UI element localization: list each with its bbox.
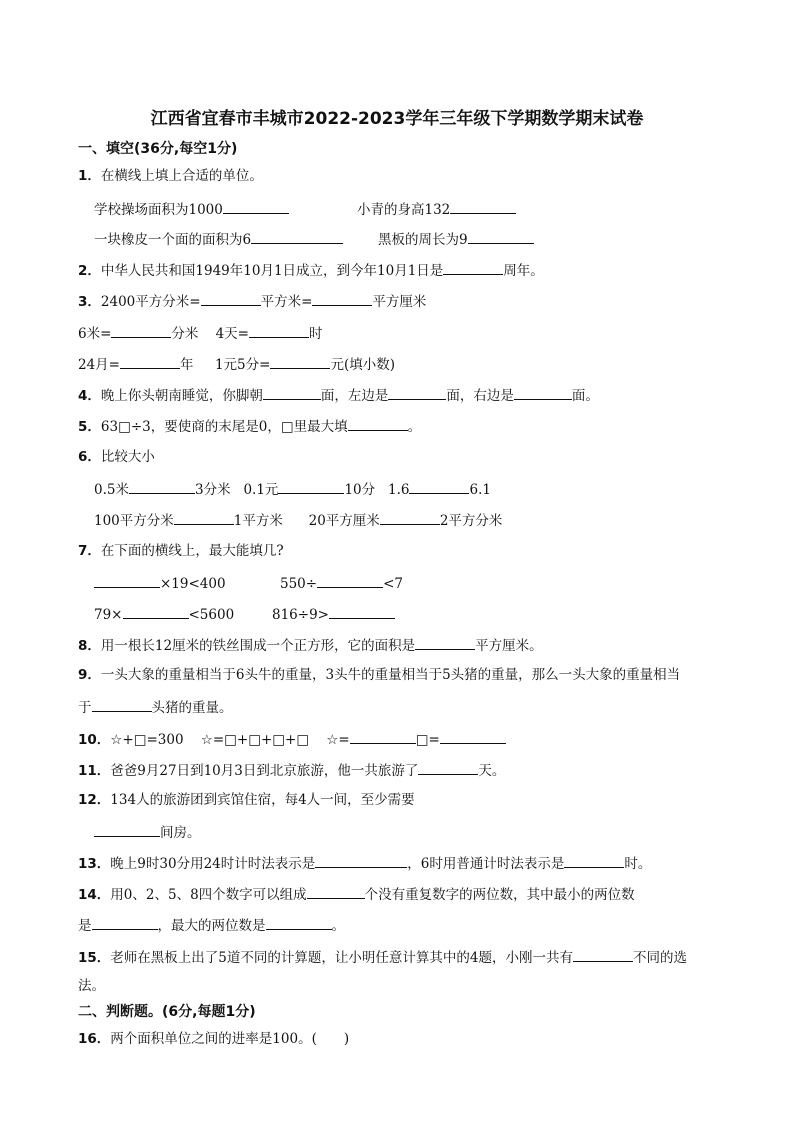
section-true-false-heading: 二、判断题。(6分,每题1分) bbox=[78, 1004, 256, 1020]
answer-blank[interactable] bbox=[315, 852, 407, 868]
q9-line-2: 于 头猪的重量。 bbox=[78, 696, 233, 718]
answer-blank[interactable] bbox=[573, 946, 633, 962]
q12-line-2: 间房。 bbox=[94, 821, 201, 843]
answer-blank[interactable] bbox=[94, 821, 160, 837]
q3-line-b: 6米= 分米 4天= 时 bbox=[78, 322, 322, 344]
question-15: 15．老师在黑板上出了5道不同的计算题，让小明任意计算其中的4题，小刚一共有 不同的选 bbox=[78, 946, 687, 968]
question-number: 1． bbox=[78, 168, 101, 184]
answer-blank[interactable] bbox=[468, 228, 534, 244]
answer-blank[interactable] bbox=[120, 353, 180, 369]
question-11: 11．爸爸9月27日到10月3日到北京旅游，他一共旅游了 天。 bbox=[78, 759, 505, 781]
answer-blank[interactable] bbox=[307, 883, 365, 899]
question-7: 7．在下面的横线上，最大能填几? bbox=[78, 543, 284, 559]
question-13: 13．晚上9时30分用24时计时法表示是 ，6时用普通计时法表示是 时。 bbox=[78, 852, 651, 874]
q3-line-c: 24月= 年 1元5分= 元(填小数) bbox=[78, 353, 395, 375]
q1-line-a: 学校操场面积为1000 bbox=[94, 198, 289, 220]
answer-blank[interactable] bbox=[263, 384, 321, 400]
answer-blank[interactable] bbox=[278, 478, 344, 494]
answer-blank[interactable] bbox=[350, 728, 416, 744]
answer-blank[interactable] bbox=[249, 322, 309, 338]
answer-blank[interactable] bbox=[223, 198, 289, 214]
q15-line-2: 法。 bbox=[78, 978, 105, 994]
answer-blank[interactable] bbox=[129, 478, 195, 494]
q7-line-b2: 816÷9> bbox=[272, 603, 395, 625]
question-12: 12．134人的旅游团到宾馆住宿，每4人一间，至少需要 bbox=[78, 792, 415, 808]
answer-blank[interactable] bbox=[418, 759, 478, 775]
question-14: 14．用0、2、5、8四个数字可以组成 个没有重复数字的两位数，其中最小的两位数 bbox=[78, 883, 635, 905]
answer-blank[interactable] bbox=[450, 198, 516, 214]
answer-blank[interactable] bbox=[409, 478, 469, 494]
answer-blank[interactable] bbox=[92, 914, 158, 930]
answer-blank[interactable] bbox=[380, 509, 440, 525]
answer-blank[interactable] bbox=[564, 852, 624, 868]
answer-blank[interactable] bbox=[251, 228, 343, 244]
answer-blank[interactable] bbox=[92, 696, 152, 712]
q7-line-b: 79× <5600 bbox=[94, 603, 234, 625]
answer-blank[interactable] bbox=[94, 572, 160, 588]
answer-blank[interactable] bbox=[123, 603, 189, 619]
answer-blank[interactable] bbox=[201, 290, 261, 306]
q7-line-a2: 550÷ <7 bbox=[280, 572, 403, 594]
answer-blank[interactable] bbox=[388, 384, 446, 400]
page-title: 江西省宜春市丰城市2022-2023学年三年级下学期数学期末试卷 bbox=[150, 109, 644, 129]
question-4: 4．晚上你头朝南睡觉，你脚朝 面，左边是 面，右边是 面。 bbox=[78, 384, 599, 406]
question-9: 9．一头大象的重量相当于6头牛的重量，3头牛的重量相当于5头猪的重量，那么一头大象的重量相当 bbox=[78, 667, 681, 683]
section-fill-in-heading: 一、填空(36分,每空1分) bbox=[78, 141, 238, 157]
question-5: 5．63□÷3，要使商的末尾是0，□里最大填 。 bbox=[78, 415, 421, 437]
q6-line-b: 100平方分米 1平方米 20平方厘米 2平方分米 bbox=[94, 509, 502, 531]
question-2: 2．中华人民共和国1949年10月1日成立，到今年10月1日是 周年。 bbox=[78, 259, 544, 281]
question-8: 8．用一根长12厘米的铁丝围成一个正方形，它的面积是 平方厘米。 bbox=[78, 634, 543, 656]
q1-line-d: 黑板的周长为9 bbox=[378, 228, 534, 250]
question-10: 10．☆+□=300 ☆=□+□+□+□ ☆= □= bbox=[78, 728, 506, 750]
answer-blank[interactable] bbox=[111, 322, 171, 338]
answer-blank[interactable] bbox=[514, 384, 572, 400]
question-3: 3．2400平方分米= 平方米= 平方厘米 bbox=[78, 290, 426, 312]
answer-blank[interactable] bbox=[312, 290, 372, 306]
answer-blank[interactable] bbox=[348, 415, 408, 431]
q1-line-b: 小青的身高132 bbox=[357, 198, 516, 220]
question-16: 16．两个面积单位之间的进率是100。( ) bbox=[78, 1031, 350, 1047]
q14-line-2: 是 ，最大的两位数是 。 bbox=[78, 914, 345, 936]
answer-blank[interactable] bbox=[174, 509, 234, 525]
q1-line-c: 一块橡皮一个面的面积为6 bbox=[94, 228, 343, 250]
answer-blank[interactable] bbox=[443, 259, 503, 275]
answer-blank[interactable] bbox=[415, 634, 475, 650]
q6-line-a: 0.5米 3分米 0.1元 10分 1.6 6.1 bbox=[94, 478, 491, 500]
answer-blank[interactable] bbox=[270, 353, 330, 369]
q7-line-a: ×19<400 bbox=[94, 572, 226, 594]
question-6: 6．比较大小 bbox=[78, 449, 155, 465]
answer-blank[interactable] bbox=[329, 603, 395, 619]
answer-blank[interactable] bbox=[440, 728, 506, 744]
answer-blank[interactable] bbox=[317, 572, 383, 588]
answer-blank[interactable] bbox=[266, 914, 332, 930]
question-1: 1．在横线上填上合适的单位。 bbox=[78, 168, 263, 184]
